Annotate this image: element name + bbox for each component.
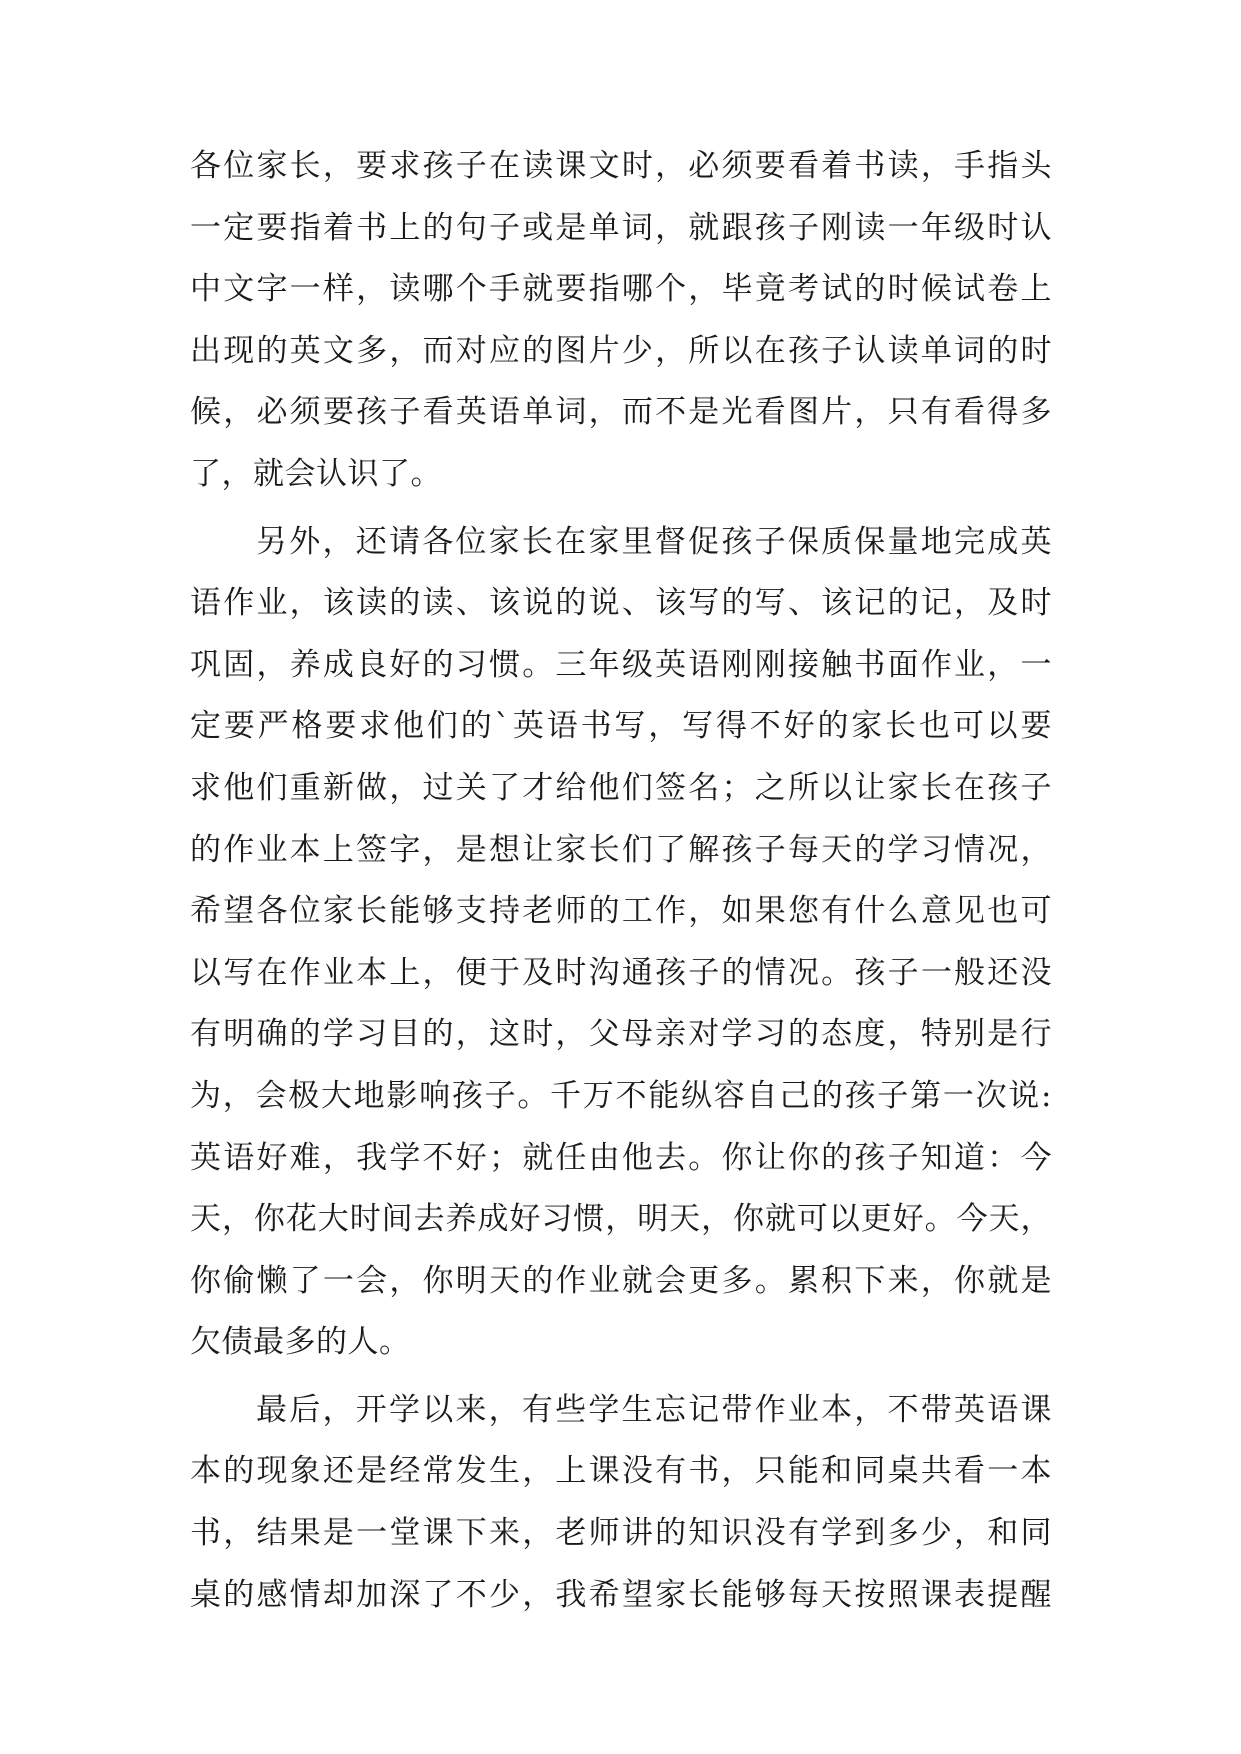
paragraph: [190, 136, 1052, 506]
text-line: 了，就会认识了。: [190, 455, 442, 492]
text-line: 有明确的学习目的，这时，父母亲对学习的态度，特别是行: [190, 1016, 1052, 1053]
text-line: 欠债最多的人。: [190, 1324, 411, 1361]
text-line: 书，结果是一堂课下来，老师讲的知识没有学到多少，和同: [190, 1515, 1052, 1552]
text-line: 天，你花大时间去养成好习惯，明天，你就可以更好。今天，: [190, 1201, 1052, 1238]
text-line: 中文字一样，读哪个手就要指哪个，毕竟考试的时候试卷上: [190, 271, 1052, 308]
text-line: 另外，还请各位家长在家里督促孩子保质保量地完成英: [256, 523, 1052, 560]
text-line: 英语好难，我学不好；就任由他去。你让你的孩子知道：今: [190, 1139, 1052, 1176]
text-line: 本的现象还是经常发生，上课没有书，只能和同桌共看一本: [190, 1453, 1052, 1490]
text-line: 最后，开学以来，有些学生忘记带作业本，不带英语课: [256, 1391, 1052, 1428]
text-line: 定要严格要求他们的`英语书写，写得不好的家长也可以要: [190, 708, 1052, 745]
text-line: 你偷懒了一会，你明天的作业就会更多。累积下来，你就是: [190, 1262, 1052, 1299]
text-line: 希望各位家长能够支持老师的工作，如果您有什么意见也可: [190, 893, 1052, 930]
text-line: 为，会极大地影响孩子。千万不能纵容自己的孩子第一次说:: [190, 1077, 1052, 1114]
document-body: [190, 136, 1052, 1626]
text-line: 出现的英文多，而对应的图片少，所以在孩子认读单词的时: [190, 332, 1052, 369]
text-line: 语作业，该读的读、该说的说、该写的写、该记的记，及时: [190, 585, 1052, 622]
text-line: 候，必须要孩子看英语单词，而不是光看图片，只有看得多: [190, 394, 1052, 431]
text-line: 桌的感情却加深了不少，我希望家长能够每天按照课表提醒: [190, 1576, 1052, 1613]
text-line: 各位家长，要求孩子在读课文时，必须要看着书读，手指头: [190, 148, 1052, 184]
text-line: 以写在作业本上，便于及时沟通孩子的情况。孩子一般还没: [190, 954, 1052, 991]
text-line: 一定要指着书上的句子或是单词，就跟孩子刚读一年级时认: [190, 209, 1052, 246]
text-line: 求他们重新做，过关了才给他们签名；之所以让家长在孩子: [190, 769, 1052, 806]
paragraph: [190, 1380, 1052, 1626]
text-line: 的作业本上签字，是想让家长们了解孩子每天的学习情况，: [190, 831, 1052, 868]
text-line: 巩固，养成良好的习惯。三年级英语刚刚接触书面作业，一: [190, 646, 1052, 683]
paragraph: [190, 512, 1052, 1374]
